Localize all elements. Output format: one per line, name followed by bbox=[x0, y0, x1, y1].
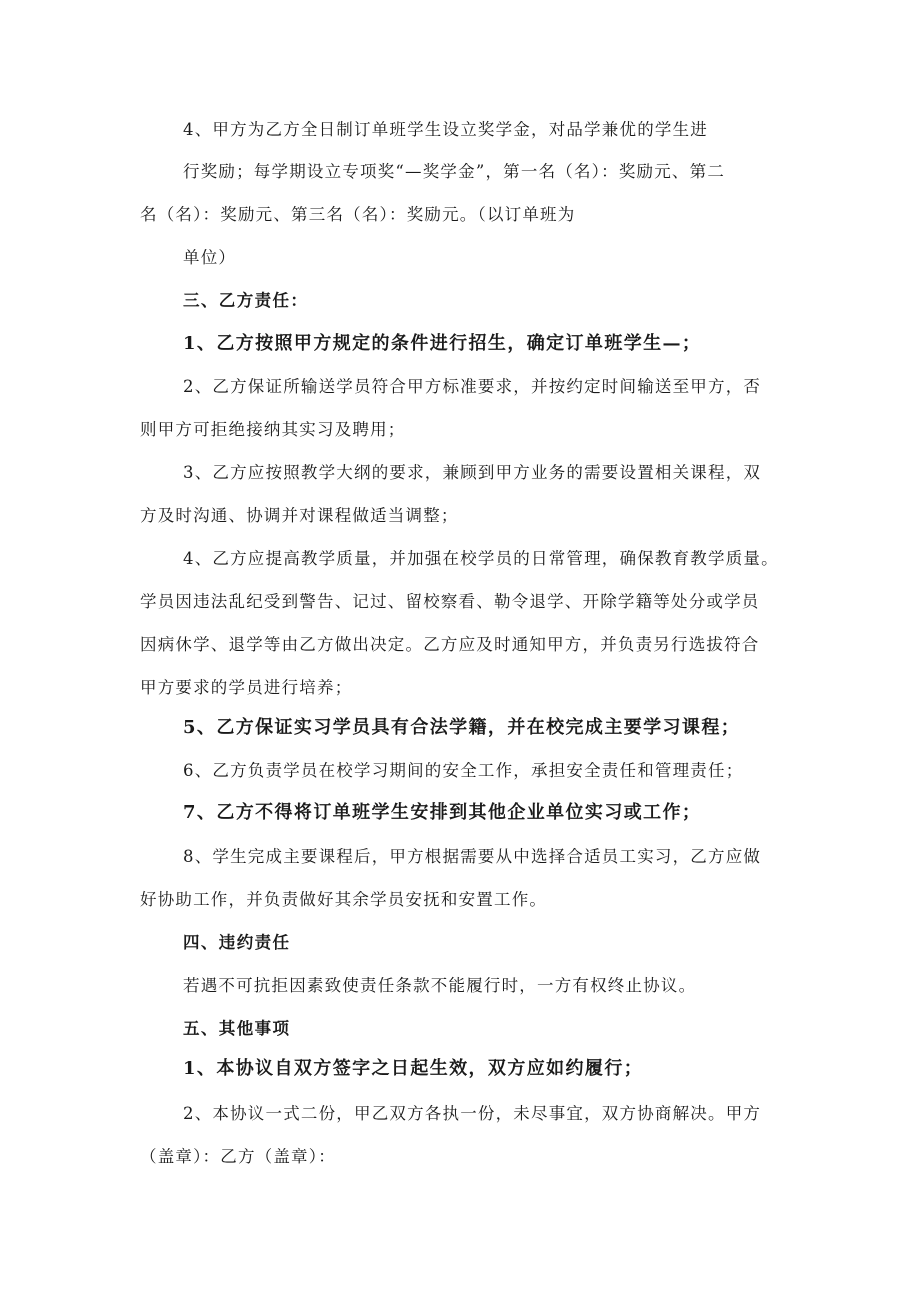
party-b-clause-3-line-1: 3、乙方应按照教学大纲的要求，兼顾到甲方业务的需要设置相关课程，双 bbox=[183, 463, 762, 482]
party-b-clause-4-line-2: 学员因违法乱纪受到警告、记过、留校察看、勒令退学、开除学籍等处分或学员 bbox=[140, 592, 760, 611]
clause-4-line-1: 4、甲方为乙方全日制订单班学生设立奖学金，对品学兼优的学生进 bbox=[183, 120, 708, 139]
clause-4-line-2: 行奖励；每学期设立专项奖“—奖学金”，第一名（名）：奖励元、第二 bbox=[183, 162, 726, 181]
section-4-heading: 四、违约责任 bbox=[183, 933, 291, 952]
clause-4-line-3: 名（名）：奖励元、第三名（名）：奖励元。（以订单班为 bbox=[140, 205, 576, 224]
signature-line: （盖章）：乙方（盖章）： bbox=[140, 1147, 336, 1166]
party-b-clause-3-line-2: 方及时沟通、协调并对课程做适当调整； bbox=[140, 506, 459, 525]
party-b-clause-4-line-4: 甲方要求的学员进行培养； bbox=[140, 678, 353, 697]
party-b-clause-2-line-2: 则甲方可拒绝接纳其实习及聘用； bbox=[140, 420, 406, 439]
party-b-clause-8-line-2: 好协助工作，并负责做好其余学员安抚和安置工作。 bbox=[140, 890, 548, 909]
other-clause-1: 1、本协议自双方签字之日起生效，双方应如约履行； bbox=[183, 1058, 644, 1079]
party-b-clause-6: 6、乙方负责学员在校学习期间的安全工作，承担安全责任和管理责任； bbox=[183, 761, 744, 780]
section-5-heading: 五、其他事项 bbox=[183, 1019, 291, 1038]
party-b-clause-8-line-1: 8、学生完成主要课程后，甲方根据需要从中选择合适员工实习，乙方应做 bbox=[183, 847, 762, 866]
breach-clause: 若遇不可抗拒因素致使责任条款不能履行时，一方有权终止协议。 bbox=[183, 976, 697, 995]
party-b-clause-5: 5、乙方保证实习学员具有合法学籍，并在校完成主要学习课程； bbox=[183, 717, 741, 738]
party-b-clause-2-line-1: 2、乙方保证所输送学员符合甲方标准要求，并按约定时间输送至甲方，否 bbox=[183, 377, 762, 396]
other-clause-2-line-1: 2、本协议一式二份，甲乙双方各执一份，未尽事宜，双方协商解决。甲方 bbox=[183, 1104, 762, 1123]
party-b-clause-7: 7、乙方不得将订单班学生安排到其他企业单位实习或工作； bbox=[183, 802, 702, 823]
section-3-heading: 三、乙方责任： bbox=[183, 291, 309, 310]
party-b-clause-4-line-3: 因病休学、退学等由乙方做出决定。乙方应及时通知甲方，并负责另行选拔符合 bbox=[140, 635, 760, 654]
clause-4-line-4: 单位） bbox=[183, 248, 237, 267]
party-b-clause-1: 1、乙方按照甲方规定的条件进行招生，确定订单班学生—； bbox=[183, 333, 702, 354]
party-b-clause-4-line-1: 4、乙方应提高教学质量，并加强在校学员的日常管理，确保教育教学质量。 bbox=[183, 549, 779, 568]
